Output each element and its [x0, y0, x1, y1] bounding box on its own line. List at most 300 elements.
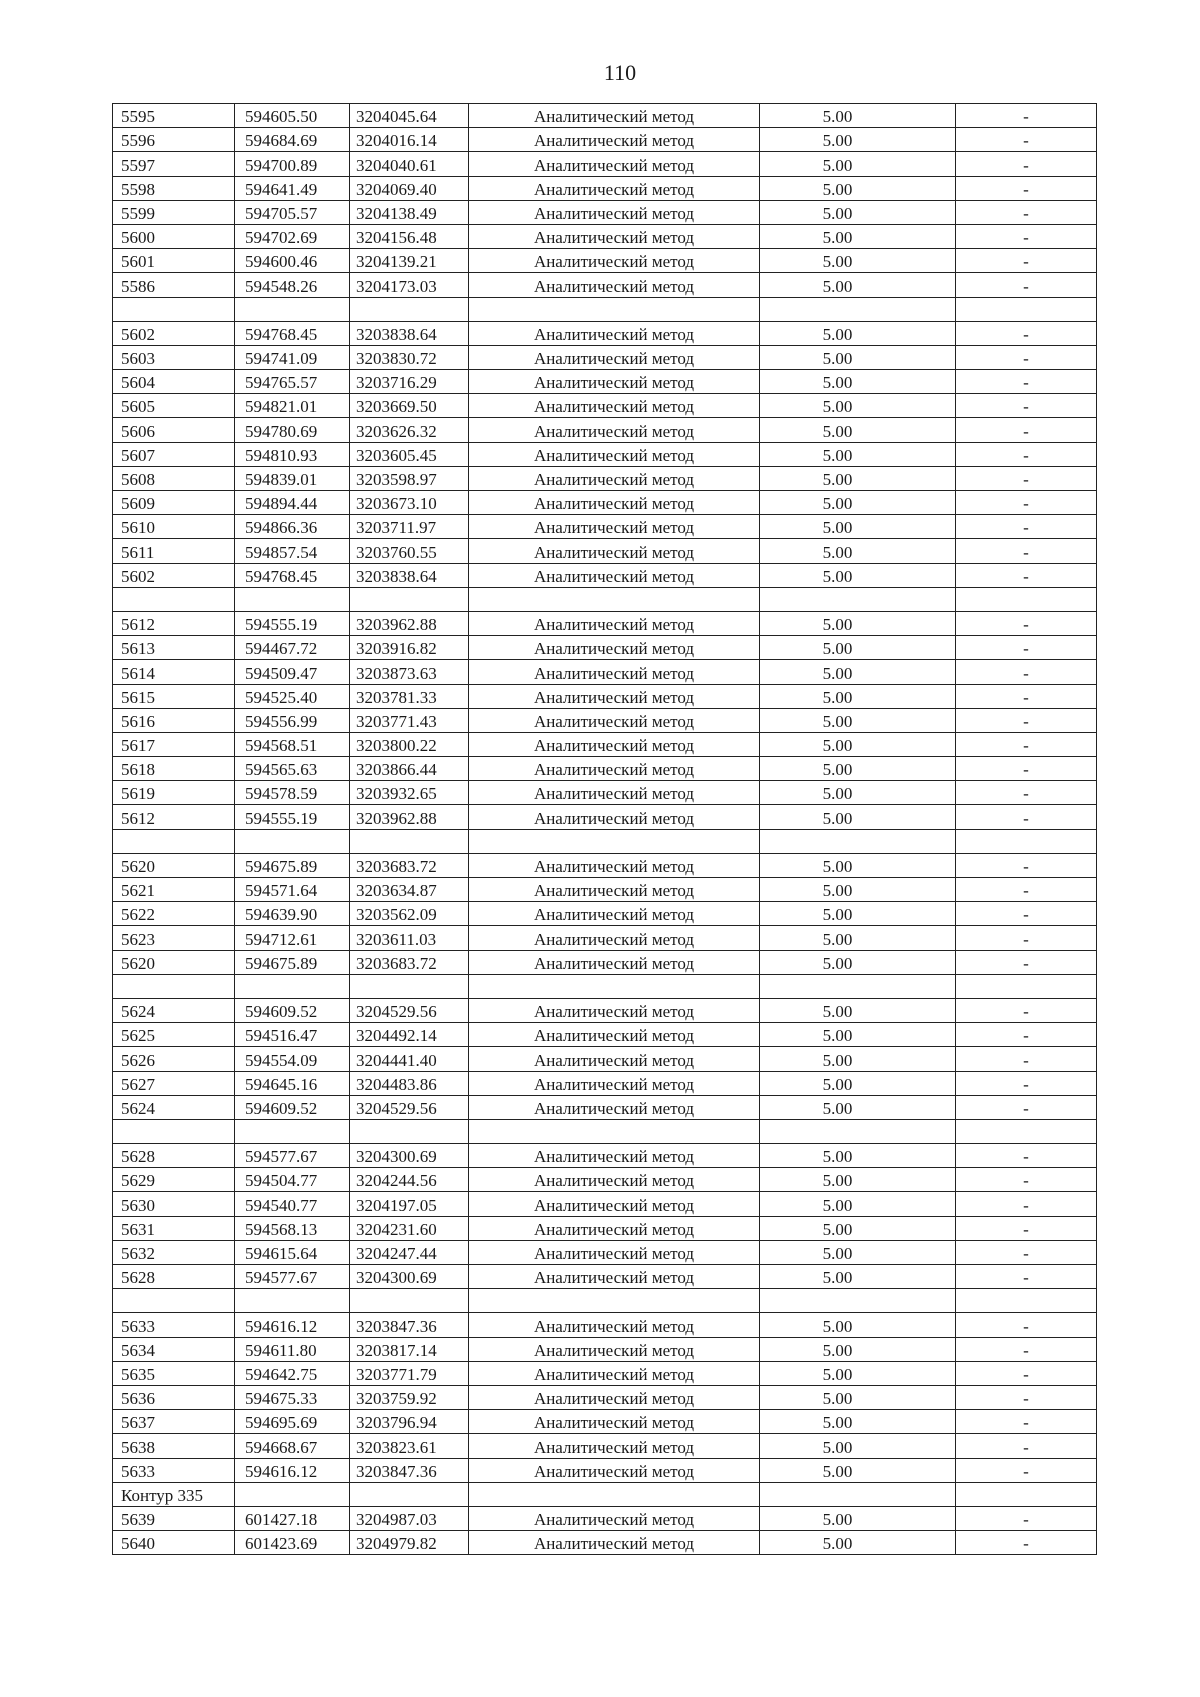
table-row — [113, 1361, 1097, 1385]
accuracy-cell: 5.00 — [760, 128, 956, 152]
accuracy-cell: 5.00 — [760, 805, 956, 829]
y-coordinate-cell: 3203760.55 — [350, 539, 469, 563]
note-cell: - — [956, 224, 1097, 248]
y-coordinate-cell: 3203673.10 — [350, 491, 469, 515]
note-cell: - — [956, 708, 1097, 732]
point-id-cell: 5610 — [113, 515, 235, 539]
y-coordinate-cell: 3204173.03 — [350, 273, 469, 297]
empty-cell — [235, 1119, 350, 1143]
y-coordinate-cell: 3204979.82 — [350, 1531, 469, 1555]
accuracy-cell: 5.00 — [760, 781, 956, 805]
note-cell: - — [956, 805, 1097, 829]
y-coordinate-cell: 3204483.86 — [350, 1071, 469, 1095]
method-cell: Аналитический метод — [469, 1168, 760, 1192]
table-row — [113, 491, 1097, 515]
empty-cell — [469, 587, 760, 611]
accuracy-cell: 5.00 — [760, 902, 956, 926]
table-row — [113, 926, 1097, 950]
accuracy-cell: 5.00 — [760, 1506, 956, 1530]
note-cell: - — [956, 1434, 1097, 1458]
table-row — [113, 442, 1097, 466]
note-cell: - — [956, 1313, 1097, 1337]
empty-cell — [235, 1289, 350, 1313]
x-coordinate-cell: 594504.77 — [235, 1168, 350, 1192]
point-id-cell: 5599 — [113, 200, 235, 224]
empty-cell — [760, 1119, 956, 1143]
accuracy-cell: 5.00 — [760, 370, 956, 394]
page-number: 110 — [603, 60, 637, 85]
accuracy-cell: 5.00 — [760, 611, 956, 635]
y-coordinate-cell: 3203817.14 — [350, 1337, 469, 1361]
x-coordinate-cell: 594668.67 — [235, 1434, 350, 1458]
accuracy-cell: 5.00 — [760, 1192, 956, 1216]
empty-cell — [350, 1119, 469, 1143]
method-cell: Аналитический метод — [469, 418, 760, 442]
table-row — [113, 1047, 1097, 1071]
point-id-cell: 5607 — [113, 442, 235, 466]
empty-cell — [350, 587, 469, 611]
note-cell: - — [956, 442, 1097, 466]
empty-cell — [235, 974, 350, 998]
table-row — [113, 781, 1097, 805]
y-coordinate-cell: 3204529.56 — [350, 998, 469, 1022]
method-cell: Аналитический метод — [469, 515, 760, 539]
point-id-cell: 5637 — [113, 1410, 235, 1434]
accuracy-cell: 5.00 — [760, 732, 956, 756]
method-cell: Аналитический метод — [469, 950, 760, 974]
point-id-cell: 5623 — [113, 926, 235, 950]
method-cell: Аналитический метод — [469, 539, 760, 563]
accuracy-cell: 5.00 — [760, 1047, 956, 1071]
method-cell: Аналитический метод — [469, 273, 760, 297]
method-cell: Аналитический метод — [469, 128, 760, 152]
x-coordinate-cell: 594894.44 — [235, 491, 350, 515]
method-cell: Аналитический метод — [469, 370, 760, 394]
table-row — [113, 708, 1097, 732]
table-row — [113, 998, 1097, 1022]
x-coordinate-cell: 594568.51 — [235, 732, 350, 756]
y-coordinate-cell: 3204244.56 — [350, 1168, 469, 1192]
table-row — [113, 878, 1097, 902]
accuracy-cell: 5.00 — [760, 394, 956, 418]
note-cell: - — [956, 1531, 1097, 1555]
empty-cell — [469, 1289, 760, 1313]
note-cell: - — [956, 1071, 1097, 1095]
method-cell: Аналитический метод — [469, 1216, 760, 1240]
point-id-cell: 5633 — [113, 1458, 235, 1482]
point-id-cell: 5595 — [113, 104, 235, 128]
x-coordinate-cell: 594578.59 — [235, 781, 350, 805]
point-id-cell: 5601 — [113, 249, 235, 273]
note-cell: - — [956, 200, 1097, 224]
note-cell: - — [956, 878, 1097, 902]
note-cell: - — [956, 902, 1097, 926]
accuracy-cell: 5.00 — [760, 1434, 956, 1458]
accuracy-cell: 5.00 — [760, 660, 956, 684]
y-coordinate-cell: 3203781.33 — [350, 684, 469, 708]
method-cell: Аналитический метод — [469, 998, 760, 1022]
note-cell: - — [956, 1337, 1097, 1361]
note-cell: - — [956, 321, 1097, 345]
x-coordinate-cell: 594866.36 — [235, 515, 350, 539]
accuracy-cell: 5.00 — [760, 418, 956, 442]
empty-cell — [113, 1119, 235, 1143]
accuracy-cell: 5.00 — [760, 1240, 956, 1264]
x-coordinate-cell: 594705.57 — [235, 200, 350, 224]
point-id-cell: 5628 — [113, 1265, 235, 1289]
method-cell: Аналитический метод — [469, 926, 760, 950]
empty-cell — [350, 974, 469, 998]
point-id-cell: 5605 — [113, 394, 235, 418]
table-row — [113, 853, 1097, 877]
y-coordinate-cell: 3203683.72 — [350, 950, 469, 974]
method-cell: Аналитический метод — [469, 660, 760, 684]
y-coordinate-cell: 3203866.44 — [350, 757, 469, 781]
x-coordinate-cell: 594639.90 — [235, 902, 350, 926]
empty-cell — [113, 587, 235, 611]
method-cell: Аналитический метод — [469, 1023, 760, 1047]
x-coordinate-cell: 594555.19 — [235, 611, 350, 635]
note-cell: - — [956, 176, 1097, 200]
point-id-cell: 5620 — [113, 950, 235, 974]
accuracy-cell: 5.00 — [760, 853, 956, 877]
note-cell: - — [956, 636, 1097, 660]
point-id-cell: 5636 — [113, 1385, 235, 1409]
method-cell: Аналитический метод — [469, 321, 760, 345]
note-cell: - — [956, 853, 1097, 877]
method-cell: Аналитический метод — [469, 1506, 760, 1530]
point-id-cell: 5639 — [113, 1506, 235, 1530]
accuracy-cell: 5.00 — [760, 345, 956, 369]
method-cell: Аналитический метод — [469, 1144, 760, 1168]
note-cell: - — [956, 1265, 1097, 1289]
y-coordinate-cell: 3204069.40 — [350, 176, 469, 200]
note-cell: - — [956, 757, 1097, 781]
point-id-cell: 5624 — [113, 1095, 235, 1119]
accuracy-cell: 5.00 — [760, 1385, 956, 1409]
y-coordinate-cell: 3203669.50 — [350, 394, 469, 418]
y-coordinate-cell: 3203800.22 — [350, 732, 469, 756]
table-row — [113, 224, 1097, 248]
x-coordinate-cell: 594605.50 — [235, 104, 350, 128]
table-row — [113, 1216, 1097, 1240]
method-cell: Аналитический метод — [469, 781, 760, 805]
point-id-cell: 5622 — [113, 902, 235, 926]
y-coordinate-cell: 3203962.88 — [350, 805, 469, 829]
table-row — [113, 732, 1097, 756]
x-coordinate-cell: 594615.64 — [235, 1240, 350, 1264]
table-row — [113, 805, 1097, 829]
method-cell: Аналитический метод — [469, 1192, 760, 1216]
empty-cell — [113, 297, 235, 321]
point-id-cell: 5629 — [113, 1168, 235, 1192]
point-id-cell: 5630 — [113, 1192, 235, 1216]
point-id-cell: 5603 — [113, 345, 235, 369]
accuracy-cell: 5.00 — [760, 539, 956, 563]
note-cell: - — [956, 345, 1097, 369]
note-cell: - — [956, 1095, 1097, 1119]
y-coordinate-cell: 3203823.61 — [350, 1434, 469, 1458]
empty-cell — [760, 1289, 956, 1313]
separator-row — [113, 587, 1097, 611]
accuracy-cell: 5.00 — [760, 684, 956, 708]
point-id-cell: 5624 — [113, 998, 235, 1022]
separator-row — [113, 297, 1097, 321]
note-cell: - — [956, 1506, 1097, 1530]
point-id-cell: 5616 — [113, 708, 235, 732]
accuracy-cell: 5.00 — [760, 104, 956, 128]
table-row — [113, 176, 1097, 200]
table-row — [113, 539, 1097, 563]
method-cell: Аналитический метод — [469, 1313, 760, 1337]
y-coordinate-cell: 3204197.05 — [350, 1192, 469, 1216]
table-row — [113, 1265, 1097, 1289]
x-coordinate-cell: 594810.93 — [235, 442, 350, 466]
x-coordinate-cell: 594768.45 — [235, 321, 350, 345]
empty-cell — [760, 974, 956, 998]
point-id-cell: 5633 — [113, 1313, 235, 1337]
point-id-cell: 5614 — [113, 660, 235, 684]
note-cell: - — [956, 1361, 1097, 1385]
coordinates-table — [112, 103, 1097, 1555]
x-coordinate-cell: 594616.12 — [235, 1313, 350, 1337]
point-id-cell: 5600 — [113, 224, 235, 248]
x-coordinate-cell: 594839.01 — [235, 466, 350, 490]
y-coordinate-cell: 3204492.14 — [350, 1023, 469, 1047]
note-cell: - — [956, 515, 1097, 539]
empty-cell — [350, 1482, 469, 1506]
empty-cell — [956, 974, 1097, 998]
table-row — [113, 249, 1097, 273]
note-cell: - — [956, 370, 1097, 394]
method-cell: Аналитический метод — [469, 466, 760, 490]
y-coordinate-cell: 3203847.36 — [350, 1313, 469, 1337]
point-id-cell: 5609 — [113, 491, 235, 515]
y-coordinate-cell: 3203771.79 — [350, 1361, 469, 1385]
y-coordinate-cell: 3203771.43 — [350, 708, 469, 732]
empty-cell — [469, 297, 760, 321]
note-cell: - — [956, 1144, 1097, 1168]
x-coordinate-cell: 594600.46 — [235, 249, 350, 273]
note-cell: - — [956, 1047, 1097, 1071]
point-id-cell: 5619 — [113, 781, 235, 805]
note-cell: - — [956, 1385, 1097, 1409]
table-row — [113, 611, 1097, 635]
empty-cell — [760, 587, 956, 611]
separator-row — [113, 829, 1097, 853]
empty-cell — [956, 829, 1097, 853]
accuracy-cell: 5.00 — [760, 442, 956, 466]
y-coordinate-cell: 3204300.69 — [350, 1144, 469, 1168]
empty-cell — [956, 587, 1097, 611]
y-coordinate-cell: 3203626.32 — [350, 418, 469, 442]
method-cell: Аналитический метод — [469, 1071, 760, 1095]
separator-row — [113, 1289, 1097, 1313]
x-coordinate-cell: 594675.33 — [235, 1385, 350, 1409]
point-id-cell: 5596 — [113, 128, 235, 152]
method-cell: Аналитический метод — [469, 152, 760, 176]
table-row — [113, 1023, 1097, 1047]
empty-cell — [113, 974, 235, 998]
table-row — [113, 128, 1097, 152]
table-row — [113, 902, 1097, 926]
method-cell: Аналитический метод — [469, 1240, 760, 1264]
y-coordinate-cell: 3204441.40 — [350, 1047, 469, 1071]
accuracy-cell: 5.00 — [760, 950, 956, 974]
empty-cell — [235, 829, 350, 853]
empty-cell — [235, 297, 350, 321]
table-row — [113, 394, 1097, 418]
x-coordinate-cell: 594565.63 — [235, 757, 350, 781]
accuracy-cell: 5.00 — [760, 466, 956, 490]
empty-cell — [235, 1482, 350, 1506]
point-id-cell: 5640 — [113, 1531, 235, 1555]
x-coordinate-cell: 594700.89 — [235, 152, 350, 176]
method-cell: Аналитический метод — [469, 200, 760, 224]
accuracy-cell: 5.00 — [760, 224, 956, 248]
x-coordinate-cell: 594712.61 — [235, 926, 350, 950]
accuracy-cell: 5.00 — [760, 1265, 956, 1289]
accuracy-cell: 5.00 — [760, 1168, 956, 1192]
point-id-cell: 5631 — [113, 1216, 235, 1240]
accuracy-cell: 5.00 — [760, 1071, 956, 1095]
note-cell: - — [956, 732, 1097, 756]
x-coordinate-cell: 594609.52 — [235, 998, 350, 1022]
note-cell: - — [956, 926, 1097, 950]
empty-cell — [760, 829, 956, 853]
point-id-cell: 5638 — [113, 1434, 235, 1458]
note-cell: - — [956, 466, 1097, 490]
y-coordinate-cell: 3204045.64 — [350, 104, 469, 128]
table-row — [113, 1458, 1097, 1482]
table-row — [113, 515, 1097, 539]
x-coordinate-cell: 594555.19 — [235, 805, 350, 829]
y-coordinate-cell: 3204040.61 — [350, 152, 469, 176]
separator-row — [113, 1119, 1097, 1143]
table-row — [113, 1071, 1097, 1095]
note-cell: - — [956, 1410, 1097, 1434]
method-cell: Аналитический метод — [469, 853, 760, 877]
y-coordinate-cell: 3204139.21 — [350, 249, 469, 273]
x-coordinate-cell: 594548.26 — [235, 273, 350, 297]
point-id-cell: 5611 — [113, 539, 235, 563]
table-row — [113, 1313, 1097, 1337]
accuracy-cell: 5.00 — [760, 1313, 956, 1337]
x-coordinate-cell: 594741.09 — [235, 345, 350, 369]
method-cell: Аналитический метод — [469, 878, 760, 902]
table-row — [113, 418, 1097, 442]
point-id-cell: 5615 — [113, 684, 235, 708]
method-cell: Аналитический метод — [469, 1265, 760, 1289]
y-coordinate-cell: 3204987.03 — [350, 1506, 469, 1530]
x-coordinate-cell: 594556.99 — [235, 708, 350, 732]
point-id-cell: 5586 — [113, 273, 235, 297]
note-cell: - — [956, 1240, 1097, 1264]
note-cell: - — [956, 950, 1097, 974]
table-row — [113, 660, 1097, 684]
accuracy-cell: 5.00 — [760, 563, 956, 587]
y-coordinate-cell: 3203759.92 — [350, 1385, 469, 1409]
point-id-cell: 5612 — [113, 805, 235, 829]
method-cell: Аналитический метод — [469, 1385, 760, 1409]
table-row — [113, 636, 1097, 660]
y-coordinate-cell: 3203716.29 — [350, 370, 469, 394]
x-coordinate-cell: 594467.72 — [235, 636, 350, 660]
table-row — [113, 370, 1097, 394]
method-cell: Аналитический метод — [469, 636, 760, 660]
note-cell: - — [956, 563, 1097, 587]
method-cell: Аналитический метод — [469, 1047, 760, 1071]
empty-cell — [760, 1482, 956, 1506]
method-cell: Аналитический метод — [469, 345, 760, 369]
point-id-cell: 5632 — [113, 1240, 235, 1264]
x-coordinate-cell: 594642.75 — [235, 1361, 350, 1385]
empty-cell — [469, 1119, 760, 1143]
x-coordinate-cell: 594611.80 — [235, 1337, 350, 1361]
note-cell: - — [956, 418, 1097, 442]
accuracy-cell: 5.00 — [760, 200, 956, 224]
empty-cell — [760, 297, 956, 321]
method-cell: Аналитический метод — [469, 1434, 760, 1458]
x-coordinate-cell: 594525.40 — [235, 684, 350, 708]
note-cell: - — [956, 1216, 1097, 1240]
method-cell: Аналитический метод — [469, 708, 760, 732]
accuracy-cell: 5.00 — [760, 491, 956, 515]
separator-row — [113, 974, 1097, 998]
accuracy-cell: 5.00 — [760, 1023, 956, 1047]
point-id-cell: 5597 — [113, 152, 235, 176]
table-row — [113, 1506, 1097, 1530]
point-id-cell: 5604 — [113, 370, 235, 394]
point-id-cell: 5617 — [113, 732, 235, 756]
empty-cell — [350, 1289, 469, 1313]
method-cell: Аналитический метод — [469, 684, 760, 708]
table-row — [113, 1434, 1097, 1458]
table-row — [113, 1192, 1097, 1216]
x-coordinate-cell: 594571.64 — [235, 878, 350, 902]
x-coordinate-cell: 594645.16 — [235, 1071, 350, 1095]
method-cell: Аналитический метод — [469, 394, 760, 418]
y-coordinate-cell: 3203830.72 — [350, 345, 469, 369]
method-cell: Аналитический метод — [469, 1531, 760, 1555]
point-id-cell: 5612 — [113, 611, 235, 635]
accuracy-cell: 5.00 — [760, 708, 956, 732]
x-coordinate-cell: 594554.09 — [235, 1047, 350, 1071]
table-row — [113, 563, 1097, 587]
method-cell: Аналитический метод — [469, 224, 760, 248]
point-id-cell: 5635 — [113, 1361, 235, 1385]
empty-cell — [469, 829, 760, 853]
x-coordinate-cell: 594616.12 — [235, 1458, 350, 1482]
contour-label: Контур 335 — [113, 1482, 235, 1506]
note-cell: - — [956, 1168, 1097, 1192]
accuracy-cell: 5.00 — [760, 926, 956, 950]
note-cell: - — [956, 394, 1097, 418]
method-cell: Аналитический метод — [469, 1410, 760, 1434]
table-row — [113, 950, 1097, 974]
y-coordinate-cell: 3204529.56 — [350, 1095, 469, 1119]
point-id-cell: 5628 — [113, 1144, 235, 1168]
note-cell: - — [956, 491, 1097, 515]
point-id-cell: 5618 — [113, 757, 235, 781]
accuracy-cell: 5.00 — [760, 1144, 956, 1168]
y-coordinate-cell: 3203932.65 — [350, 781, 469, 805]
y-coordinate-cell: 3204247.44 — [350, 1240, 469, 1264]
x-coordinate-cell: 594540.77 — [235, 1192, 350, 1216]
note-cell: - — [956, 152, 1097, 176]
accuracy-cell: 5.00 — [760, 176, 956, 200]
method-cell: Аналитический метод — [469, 732, 760, 756]
